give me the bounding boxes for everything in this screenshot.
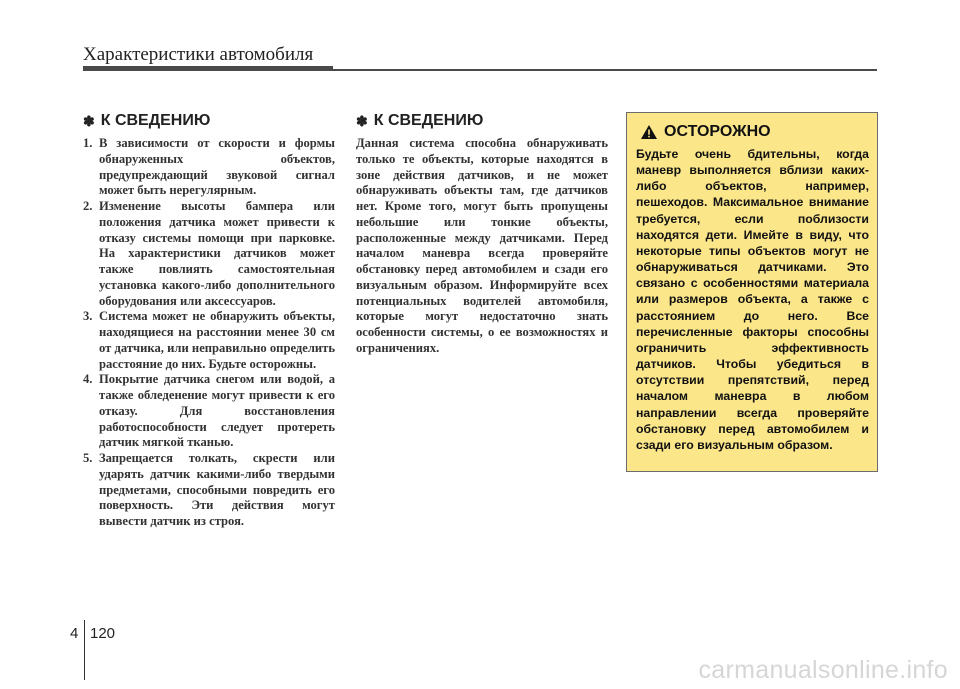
list-item [83, 451, 335, 530]
list-item [83, 309, 335, 372]
middle-note-heading [356, 112, 608, 130]
list-item [83, 372, 335, 451]
list-item-number: 3. [83, 309, 93, 324]
middle-note-heading-text: К СВЕДЕНИЮ [373, 112, 484, 129]
middle-note-paragraph: Данная система способна обнаруживать только те объекты, которые находятся в зоне действия датчиков, и не может обнаруживать объекты там, где датчиков нет. Кроме того, могут быть пропущены небольшие или тонкие объекты, расположенные между датчиками. Перед началом маневра всегда проверяйте обстановку перед автомобилем и сзади его визуальным образом. Информируйте всех потенциальных водителей автомобиля, которые могут недостаточно знать особенности системы, о ее возможностях и ограничениях. [356, 136, 608, 355]
list-item-text: Изменение высоты бампера или положения датчика может привести к отказу системы помощи при парковке. На характеристики датчиков может также повлиять самостоятельная установка какого-либо дополнительного оборудования или аксессуаров. [99, 199, 335, 308]
note-list [83, 136, 335, 530]
warning-heading [640, 123, 869, 141]
header-rule-thin [333, 69, 877, 71]
warning-heading-text: ОСТОРОЖНО [664, 123, 771, 140]
list-item-text: Запрещается толкать, скрести или ударять датчик какими-либо твердыми предметами, способными повредить его поверхность. Эти действия могут вывести датчик из строя. [99, 451, 335, 528]
left-note-heading [83, 112, 335, 130]
asterisk-icon: ✽ [356, 113, 368, 129]
list-item-text: В зависимости от скорости и формы обнаруженных объектов, предупреждающий звуковой сигнал может быть нерегулярным. [99, 136, 335, 198]
left-note-heading-text: К СВЕДЕНИЮ [100, 112, 211, 129]
list-item [83, 136, 335, 199]
watermark: carmanualsonline.info [698, 656, 948, 684]
list-item-number: 5. [83, 451, 93, 465]
page-title: Характеристики автомобиля [83, 44, 314, 65]
list-item-text: Система может не обнаружить объекты, находящиеся на расстоянии менее 30 см от датчика, или неправильно определить расстояние до них. Будьте осторожны. [99, 309, 335, 371]
left-column [83, 112, 335, 530]
warning-box [626, 112, 878, 472]
chapter-number: 4 [70, 625, 79, 642]
list-item-number: 4. [83, 372, 93, 387]
header-rule-thick [83, 66, 333, 71]
warning-triangle-icon [640, 124, 658, 140]
middle-column [356, 112, 608, 357]
page-number: 120 [90, 625, 116, 642]
warning-text: Будьте очень бдительны, когда маневр выполняется вблизи каких-либо объектов, например, пешеходов. Максимальное внимание требуется, если поблизости находятся дети. Имейте в виду, что некоторые типы объектов могут не обнаруживаться датчиками. Это связано с особенностями материала или размеров объекта, а также с расстоянием до него. Все перечисленные факторы способны ограничить эффективность датчиков. Чтобы убедиться в отсутствии препятствий, перед началом маневра в любом направлении всегда проверяйте обстановку перед автомобилем и сзади его визуальным образом. [636, 147, 869, 452]
list-item-number: 2. [83, 199, 93, 213]
asterisk-icon: ✽ [83, 113, 95, 129]
list-item-number: 1. [83, 136, 93, 150]
footer-divider [84, 620, 85, 680]
list-item [83, 199, 335, 309]
list-item-text: Покрытие датчика снегом или водой, а также обледенение могут привести к его отказу. Для восстановления работоспособности следует протереть датчик мягкой тканью. [99, 372, 335, 450]
